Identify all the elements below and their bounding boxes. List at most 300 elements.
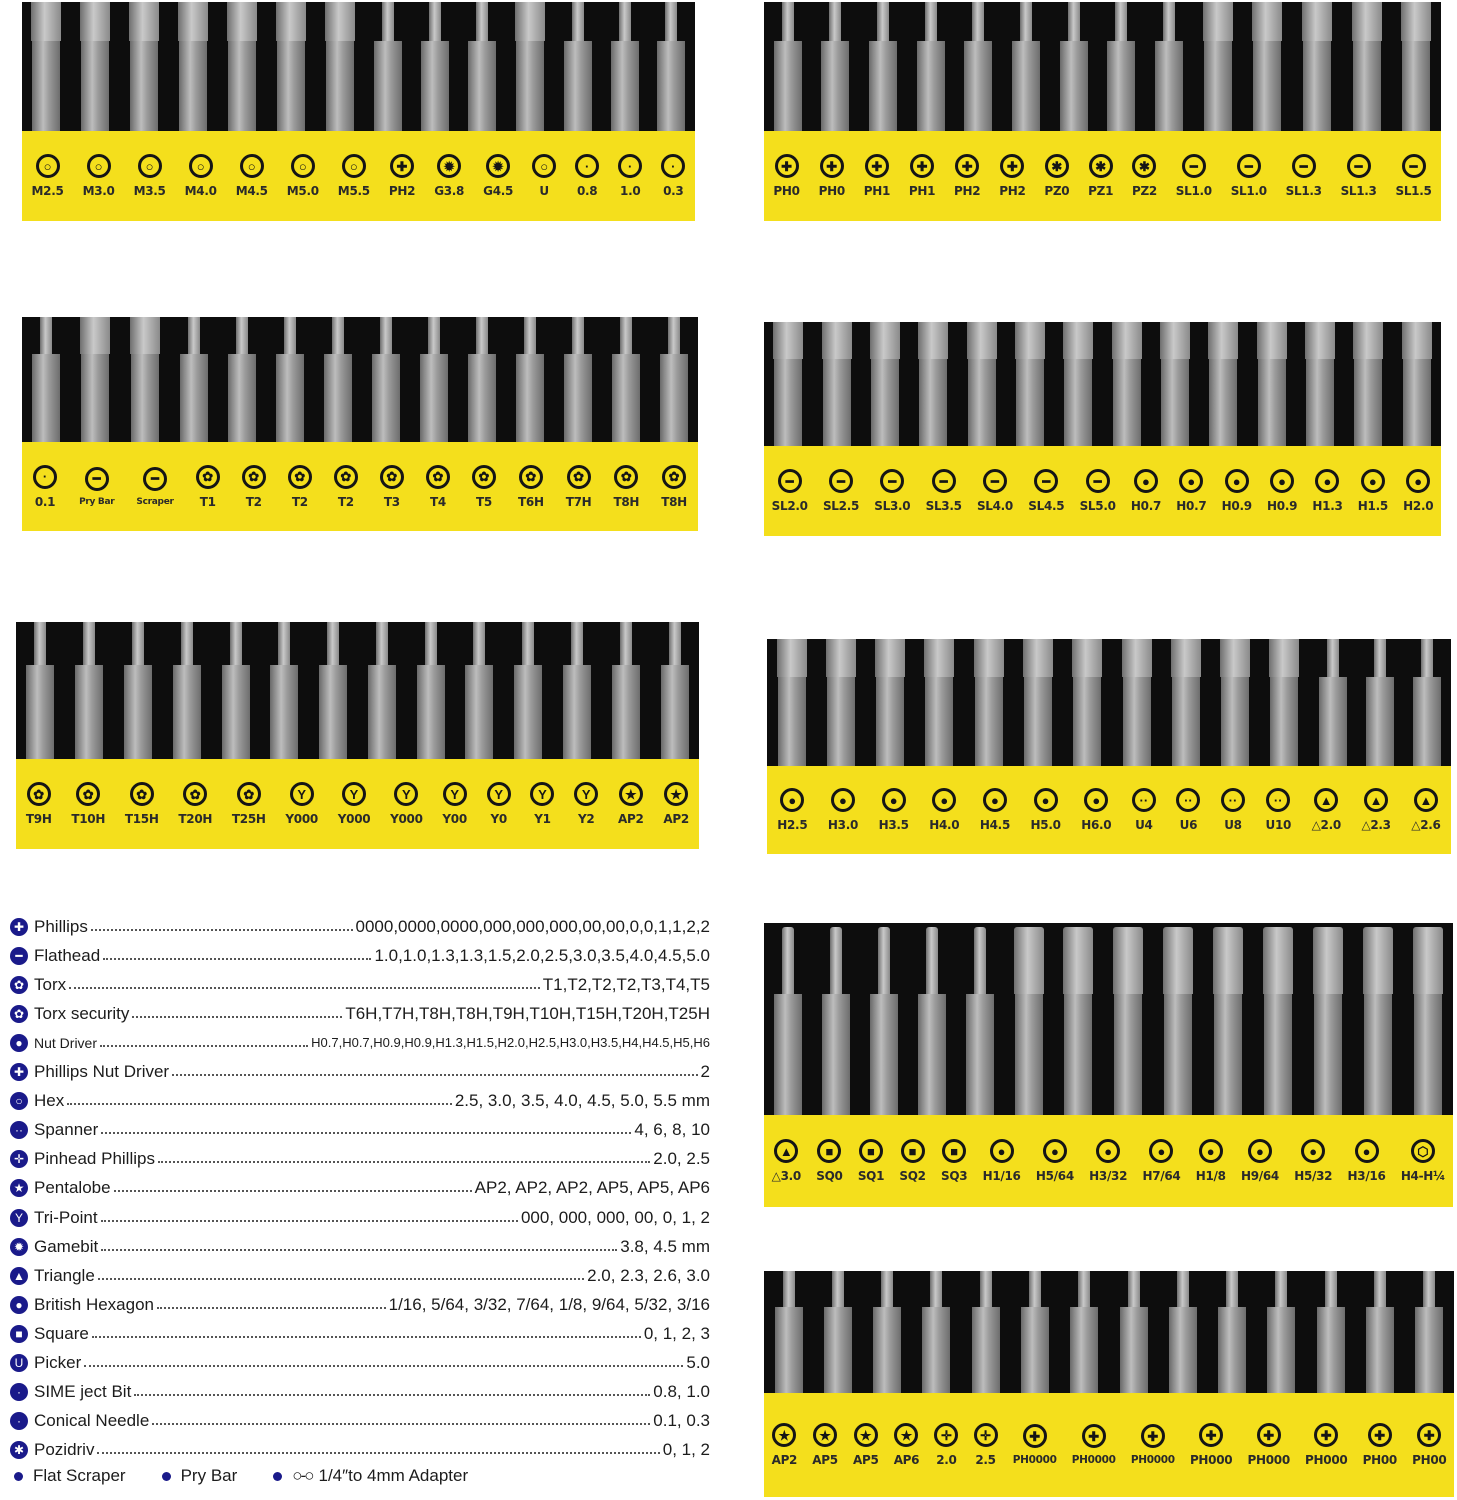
dot-icon: · [618,154,642,178]
bit [1155,2,1183,131]
bit [124,622,152,759]
bit [821,2,849,131]
bit-label-cell [879,766,909,854]
bit-label: H3.5 [878,818,909,832]
bit-label-cell [777,766,807,854]
bit-label: PZ1 [1088,184,1114,198]
bit-label-cell [380,442,404,531]
bit [826,639,856,766]
nut-icon: ● [1034,788,1058,812]
bit [468,317,496,442]
dot-leader [103,948,371,960]
bit-label: PH2 [954,184,981,198]
bit [420,317,448,442]
torx-icon: ✿ [426,465,450,489]
nut-icon: ● [1355,1139,1379,1163]
bit-label: SL1.3 [1340,184,1377,198]
bit-label: Y000 [390,812,423,826]
torx-icon: ✿ [27,782,51,806]
bit-label-cell [566,442,592,531]
spanner-icon: ·· [1132,788,1156,812]
spec-name: SIME ject Bit [34,1382,132,1402]
bit [1402,322,1432,446]
bit [276,317,304,442]
spec-values: 0.8, 1.0 [653,1382,710,1402]
bit-label: H4.0 [929,818,960,832]
bit-label: U10 [1265,818,1292,832]
slot-icon: ━ [880,469,904,493]
bit-label: SL1.0 [1175,184,1212,198]
bit-label: T2 [337,494,354,509]
tri-icon: Y [394,782,418,806]
bit-label-cell [1031,766,1061,854]
torx-icon: ✿ [10,1005,28,1023]
hex-icon: ○ [240,154,264,178]
dot-leader [84,1355,683,1367]
bit-label: PZ0 [1044,184,1070,198]
bit-label-cell [1411,766,1440,854]
nut-icon: ● [1248,1139,1272,1163]
bit [922,1271,950,1393]
bit-label: SL5.0 [1079,499,1116,513]
bit-panel-6 [767,639,1451,854]
bit [611,2,639,131]
bit-label-cell [287,131,319,221]
phillips-icon: ✚ [775,154,799,178]
bit-label: H7/64 [1142,1169,1181,1183]
bit-label: 0.3 [663,184,684,198]
label-strip [764,131,1441,221]
spec-values: 000, 000, 000, 00, 0, 1, 2 [520,1207,710,1227]
triangle-icon: ▲ [10,1267,28,1285]
bit-label-cell [1044,131,1069,221]
gear-icon: ✹ [10,1238,28,1256]
bit [1213,927,1243,1115]
bit-label-cell [864,131,890,221]
dot-leader [101,1122,631,1134]
bit [774,927,802,1115]
bit-label-cell [661,442,687,531]
spanner-icon: ·· [1176,788,1200,812]
bit-label: U [539,184,549,198]
dot-leader [114,1180,472,1192]
tri-icon: Y [10,1209,28,1227]
dot-leader [69,977,540,989]
bit-label-cell [1132,131,1157,221]
bit [1413,927,1443,1115]
bit-label: M3.0 [82,184,115,198]
bit-label: PH1 [908,184,936,198]
bit-label: H5/64 [1035,1169,1074,1183]
bit [1267,1271,1295,1393]
adapter-icon: ⬡ [1411,1139,1435,1163]
phillips-icon: ✚ [10,1063,28,1081]
bit-label-cell [1176,446,1206,536]
tri-icon: Y [574,782,598,806]
bit-label-cell [426,442,450,531]
phillips-icon: ✚ [865,154,889,178]
bit-label: SL1.5 [1395,184,1432,198]
bit-label: H9/64 [1240,1169,1279,1183]
bit-label: PH00 [1412,1453,1447,1467]
bit [917,2,945,131]
spec-values: 0000,0000,0000,000,000,000,00,00,0,0,1,1,2,2 [355,916,710,936]
bit [1218,1271,1246,1393]
spec-name: Conical Needle [34,1411,150,1431]
bit-label: T10H [71,812,106,826]
nut-icon: ● [1134,469,1158,493]
torx-icon: ✿ [183,782,207,806]
bit [870,927,898,1115]
bit [661,622,689,759]
bit-label-cell [977,446,1013,536]
star-icon: ✱ [10,1441,28,1459]
spec-name: Gamebit [34,1236,99,1256]
bit-label-cell [1395,131,1431,221]
bit-label-cell [1341,131,1377,221]
gear-icon: ✹ [437,154,461,178]
spec-values: 1.0,1.0,1.3,1.3,1.5,2.0,2.5,3.0,3.5,4.0,4.5,5.0 [374,945,710,965]
bit [875,639,905,766]
nut-icon: ● [1199,1139,1223,1163]
spec-name: Phillips Nut Driver [34,1062,170,1081]
spec-values: 0, 1, 2, 3 [643,1323,710,1343]
bit-label: PH0000 [1071,1454,1116,1466]
bit-label: H3.0 [827,818,859,832]
bit [964,2,992,131]
bit-label-cell [518,442,544,531]
bit [873,1271,901,1393]
dot-leader [92,1326,641,1338]
bit-label-cell [926,446,962,536]
bit-label-cell [242,442,266,531]
bit [1415,1271,1443,1393]
spanner-icon: ·· [1221,788,1245,812]
bit [1023,639,1053,766]
bit [924,639,954,766]
bit-panel-3 [22,317,698,531]
bit-label: T15H [124,812,159,826]
bit-label: PH000 [1305,1453,1348,1467]
square-icon: ■ [817,1139,841,1163]
bit [657,2,685,131]
bit-label: T25H [231,812,266,826]
bit-label-cell [1176,766,1200,854]
tri-icon: Y [487,782,511,806]
bit-label-cell [1089,1115,1127,1207]
dot-leader [67,1093,452,1105]
nut-icon: ● [1225,469,1249,493]
bit-label-cell [574,759,598,849]
bit-label: H0.9 [1267,499,1298,513]
phillips-icon: ✚ [10,918,28,936]
spec-row [10,1174,710,1203]
bit-label-cell [288,442,312,531]
bit-label: H3/32 [1089,1169,1128,1183]
bit-label-cell [389,131,415,221]
spec-name: Torx security [34,1003,130,1023]
spec-values: 3.8, 4.5 mm [620,1236,710,1256]
bit-label-cell [338,131,370,221]
bit [612,317,640,442]
bit-label: G4.5 [483,184,514,198]
bit-label: SQ2 [899,1169,926,1183]
spec-row [10,1028,710,1057]
spec-name: Pinhead Phillips [34,1149,155,1169]
bit-label: AP5 [852,1453,879,1467]
bit [1317,1271,1345,1393]
bit-label-cell [1312,766,1341,854]
triangle-icon: ▲ [774,1139,798,1163]
spec-values: 2.0, 2.3, 2.6, 3.0 [587,1265,710,1285]
nut-icon: ● [882,788,906,812]
bit-label: M5.0 [286,184,319,198]
bit-label-cell [232,759,266,849]
phillips-icon: ✚ [820,154,844,178]
bit [1302,2,1332,131]
bit-label-cell [980,766,1010,854]
phillips-icon: ✚ [1257,1423,1281,1447]
bit-label: SQ0 [816,1169,843,1183]
bit [1063,322,1093,446]
bit-label: U4 [1135,818,1153,832]
footer-legend [14,1466,714,1486]
spec-row [10,912,710,941]
bit-label: AP5 [812,1453,838,1467]
torx-icon: ✿ [614,465,638,489]
bit [1413,639,1441,766]
bit [276,2,306,131]
nut-icon: ● [780,788,804,812]
bit-label: H0.7 [1130,499,1162,513]
label-strip [764,446,1441,536]
dot-leader [101,1239,617,1251]
slot-icon: ━ [1292,154,1316,178]
bit [1269,639,1299,766]
bit-label: SL2.5 [822,499,860,513]
bit-panel-2 [764,2,1441,221]
bit [822,322,852,446]
dot-icon: · [661,154,685,178]
bit [319,622,347,759]
bit [1208,322,1238,446]
bit-label: H0.9 [1221,499,1252,513]
phillips-icon: ✚ [955,154,979,178]
dot-icon: · [10,1412,28,1430]
bit-label: PH0000 [1012,1454,1057,1466]
bit [468,2,496,131]
bit-label: AP2 [663,812,689,826]
bit-label: Scraper [136,496,174,507]
bit-label-cell [136,442,173,531]
bit [1352,2,1382,131]
bit-label-cell [79,442,114,531]
nut-icon: ● [831,788,855,812]
dot-leader [172,1064,697,1076]
bit [324,317,352,442]
nut-icon: ● [1301,1139,1325,1163]
spec-name: Picker [34,1353,82,1372]
dot-icon: · [575,154,599,178]
dot-leader [157,1297,386,1309]
bit-label: SQ1 [857,1169,885,1183]
bit [1012,2,1040,131]
dot-icon: · [10,1383,28,1401]
bit-label: T6H [518,494,544,509]
spec-values: 2 [700,1062,710,1081]
bit [515,2,545,131]
bit-label-cell [941,1115,967,1207]
bit [421,2,449,131]
triangle-icon: ▲ [1414,788,1438,812]
bit [1363,927,1393,1115]
bit-label-cell [1131,1393,1175,1497]
bit-label-cell [338,759,371,849]
bit-label: SL1.0 [1230,184,1267,198]
bit [514,622,542,759]
nut-icon: ● [10,1296,28,1314]
bit-label: H4-H¼ [1400,1169,1446,1183]
spec-row [10,1349,710,1378]
bit-label: H1.5 [1357,499,1388,513]
penta-icon: ★ [854,1423,878,1447]
spec-values: 1/16, 5/64, 3/32, 7/64, 1/8, 9/64, 5/32, 3/16 [388,1294,710,1314]
bit-label: SL3.5 [925,499,962,513]
spec-name: Tri-Point [34,1207,98,1227]
penta-icon: ★ [894,1423,918,1447]
tri-icon: Y [443,782,467,806]
bit-label-cell [1363,1393,1397,1497]
bit-label-cell [934,1393,958,1497]
bit-label: M5.5 [337,184,370,198]
bit [227,2,257,131]
bit-label-cell [1412,1393,1446,1497]
bit-label: U8 [1224,818,1242,832]
bit [516,317,544,442]
bit-label-cell [1036,1115,1074,1207]
gear-icon: ✹ [486,154,510,178]
bit-label: H5/32 [1294,1169,1333,1183]
torx-icon: ✿ [288,465,312,489]
bit-label-cell [472,442,496,531]
bit-label: T20H [178,812,213,826]
bit [773,322,803,446]
bit-label-cell [663,759,689,849]
bit-label: T2 [245,494,262,509]
bit-label: PH00 [1362,1453,1397,1467]
bit-label: SL4.5 [1028,499,1065,513]
bit-label-cell [1401,1115,1445,1207]
spec-name: Square [34,1323,89,1343]
bit-label: G3.8 [434,184,465,198]
spec-name: Pentalobe [34,1178,111,1198]
bit-label: PH1 [863,184,891,198]
bit-label: PH0000 [1130,1454,1175,1466]
torx-icon: ✿ [380,465,404,489]
bit-label-cell [1221,766,1245,854]
bit-label: PH000 [1189,1453,1233,1467]
bit-label-cell [823,446,859,536]
penta-icon: ★ [10,1179,28,1197]
phillips-icon: ✚ [1082,1424,1106,1448]
nut-icon: ● [1043,1139,1067,1163]
bit-label: M4.0 [184,184,217,198]
bit-panel-4 [764,322,1441,536]
bit [972,1271,1000,1393]
bit-panel-5 [16,622,699,849]
pin-icon: ✛ [934,1423,958,1447]
dot-leader [132,1006,342,1018]
bit-label: M2.5 [31,184,64,198]
bit-label-cell [661,131,685,221]
bit-label-cell [874,446,910,536]
tri-icon: Y [342,782,366,806]
bit [325,2,355,131]
bit [966,927,994,1115]
nut-icon: ● [1361,469,1385,493]
spec-values: 5.0 [686,1353,710,1372]
spec-row [10,1319,710,1348]
dot-leader [158,1151,650,1163]
bit [564,317,592,442]
bit-row [764,1271,1454,1393]
bit-label-cell [442,759,467,849]
bit [178,2,208,131]
bit-label-cell [1267,446,1297,536]
bit [129,2,159,131]
bit-label-cell [1241,1115,1279,1207]
bit-label-cell [185,131,217,221]
spec-row [10,1261,710,1290]
bit-label-cell [828,766,858,854]
bit-label: T8H [661,494,687,509]
bit [612,622,640,759]
bit-label-cell [853,1393,879,1497]
penta-icon: ★ [772,1423,796,1447]
nut-icon: ● [1096,1139,1120,1163]
hex-icon: ○ [189,154,213,178]
bit-label-cell [236,131,268,221]
bit [1313,927,1343,1115]
bit-label: SL2.0 [771,499,808,513]
phillips-icon: ✚ [1314,1423,1338,1447]
bit [777,639,807,766]
bit-label-cell [816,1115,842,1207]
bit-label: 1.0 [620,184,641,198]
pin-icon: ✛ [10,1150,28,1168]
bit-label: AP2 [618,812,644,826]
bit-label: SL4.0 [976,499,1013,513]
spec-row [10,1058,710,1087]
bit [1319,639,1347,766]
bit-label-cell [390,759,423,849]
bit-label: Y00 [442,812,467,826]
footer-item-pry-bar: Pry Bar [162,1466,238,1486]
bit-label: H1.3 [1312,499,1343,513]
bit-label: Y000 [337,812,371,826]
bit-label: M4.5 [235,184,268,198]
bit-label-cell [858,1115,884,1207]
bit [1220,639,1250,766]
nut-icon: ● [1084,788,1108,812]
bit-label: H1/16 [982,1169,1021,1183]
bit-label: AP6 [893,1453,920,1467]
bit-label-cell [1403,446,1433,536]
bit [1120,1271,1148,1393]
bit [870,322,900,446]
label-strip [764,1115,1453,1207]
bit-label-cell [772,1115,801,1207]
